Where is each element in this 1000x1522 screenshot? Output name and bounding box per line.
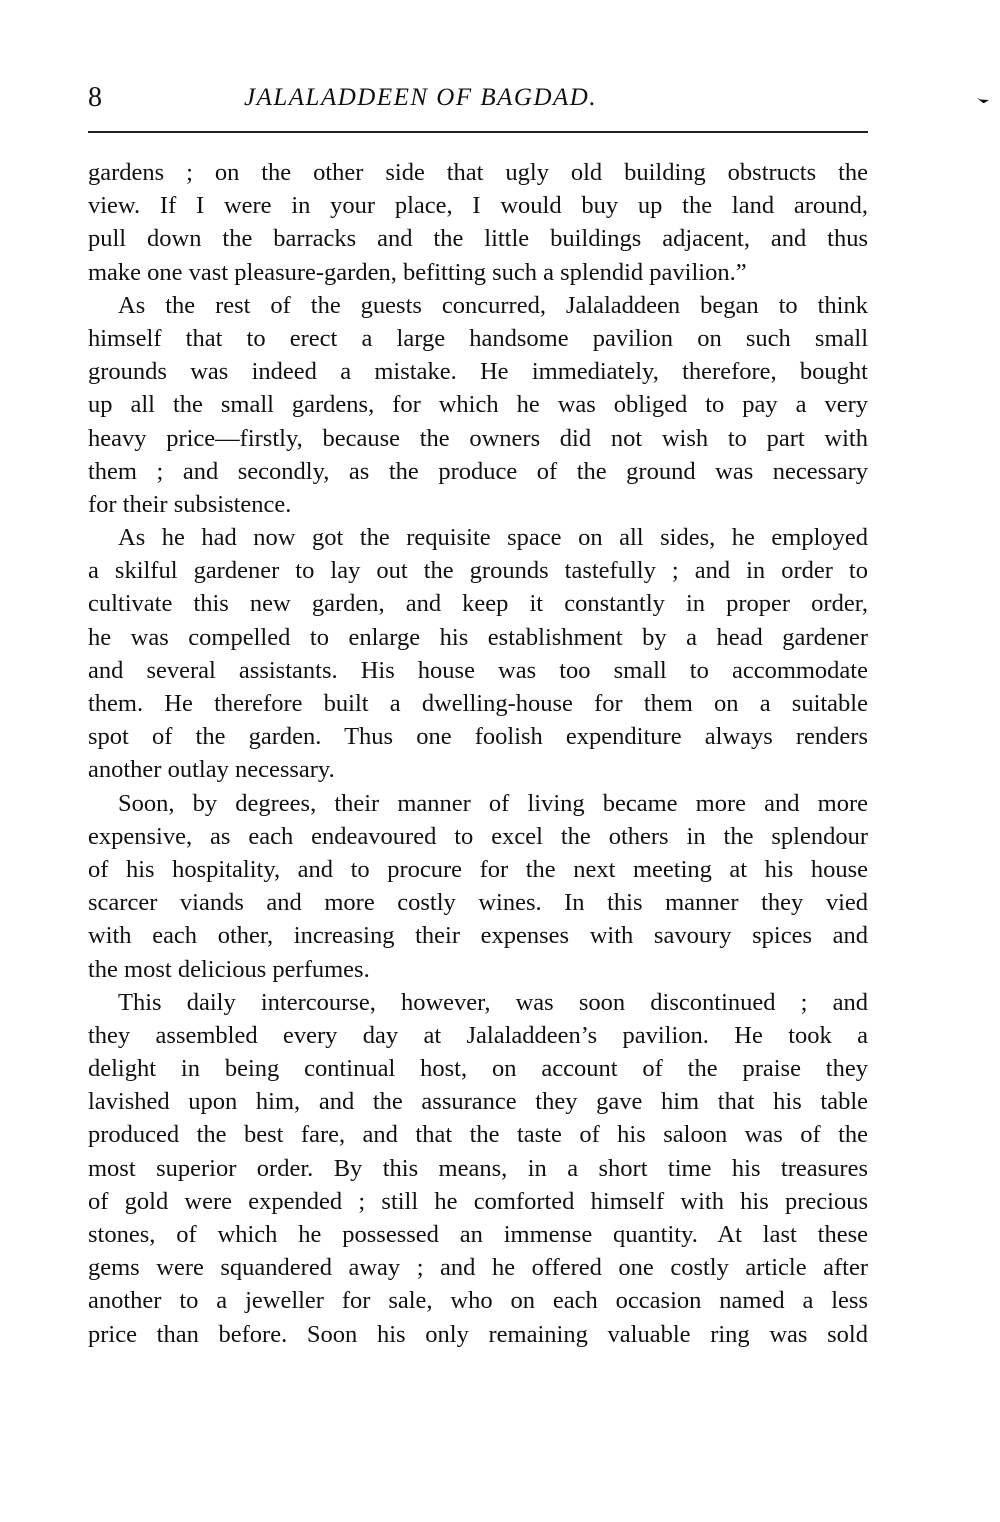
text-line: spot of the garden. Thus one foolish expenditure always renders (88, 723, 868, 751)
text-line: lavished upon him, and the assurance they gave him that his table (88, 1088, 868, 1116)
page-header (88, 82, 868, 122)
text-line: delight in being continual host, on account of the praise they (88, 1055, 868, 1083)
paragraph (88, 156, 868, 289)
text-line: the most delicious perfumes. (88, 955, 370, 983)
text-line: stones, of which he possessed an immense quantity. At last these (88, 1221, 868, 1248)
text-line: price than before. Soon his only remaining valuable ring was sold (88, 1320, 868, 1348)
paragraph (88, 787, 868, 986)
text-line: they assembled every day at Jalaladdeen’s pavilion. He took a (88, 1021, 868, 1049)
text-line: with each other, increasing their expenses with savoury spices and (88, 922, 868, 950)
running-title: JALALADDEEN OF BAGDAD. (244, 84, 598, 111)
paragraph (88, 289, 868, 521)
header-rule (88, 131, 868, 133)
text-line: most superior order. By this means, in a short time his treasures (88, 1154, 868, 1182)
text-line: a skilful gardener to lay out the grounds tastefully ; and in order to (88, 557, 868, 585)
text-line: Soon, by degrees, their manner of living became more and more (118, 789, 868, 817)
text-line: cultivate this new garden, and keep it constantly in proper order, (88, 590, 868, 618)
text-line: pull down the barracks and the little buildings adjacent, and thus (88, 225, 868, 253)
text-line: of his hospitality, and to procure for the next meeting at his house (88, 855, 868, 883)
text-line: produced the best fare, and that the taste of his saloon was of the (88, 1121, 868, 1149)
text-line: of gold were expended ; still he comforted himself with his precious (88, 1187, 868, 1215)
text-line: up all the small gardens, for which he was obliged to pay a very (88, 391, 868, 419)
text-line: grounds was indeed a mistake. He immediately, therefore, bought (88, 358, 868, 386)
scan-mark-icon (977, 98, 989, 103)
text-line: heavy price—firstly, because the owners did not wish to part with (88, 424, 868, 452)
text-line: himself that to erect a large handsome pavilion on such small (88, 324, 868, 352)
text-line: gardens ; on the other side that ugly old building obstructs the (88, 159, 868, 186)
body-text (88, 156, 868, 1351)
page-number: 8 (88, 82, 102, 113)
text-line: for their subsistence. (88, 490, 292, 518)
paragraph (88, 521, 868, 787)
text-line: and several assistants. His house was too small to accommodate (88, 656, 868, 684)
text-line: another to a jeweller for sale, who on each occasion named a less (88, 1287, 868, 1315)
text-line: As he had now got the requisite space on all sides, he employed (118, 524, 868, 552)
text-line: another outlay necessary. (88, 756, 335, 784)
text-line: scarcer viands and more costly wines. In this manner they vied (88, 889, 868, 917)
text-line: gems were squandered away ; and he offered one costly article after (88, 1254, 868, 1282)
text-line: them. He therefore built a dwelling-house for them on a suitable (88, 690, 868, 717)
text-line: This daily intercourse, however, was soon discontinued ; and (118, 988, 868, 1016)
paragraph (88, 986, 868, 1351)
text-line: view. If I were in your place, I would buy up the land around, (88, 192, 868, 220)
text-line: he was compelled to enlarge his establishment by a head gardener (88, 623, 868, 651)
text-line: expensive, as each endeavoured to excel the others in the splendour (88, 822, 868, 850)
text-line: make one vast pleasure-garden, befitting such a splendid pavilion.” (88, 258, 747, 286)
text-line: As the rest of the guests concurred, Jalaladdeen began to think (118, 291, 868, 319)
text-line: them ; and secondly, as the produce of the ground was necessary (88, 457, 868, 485)
